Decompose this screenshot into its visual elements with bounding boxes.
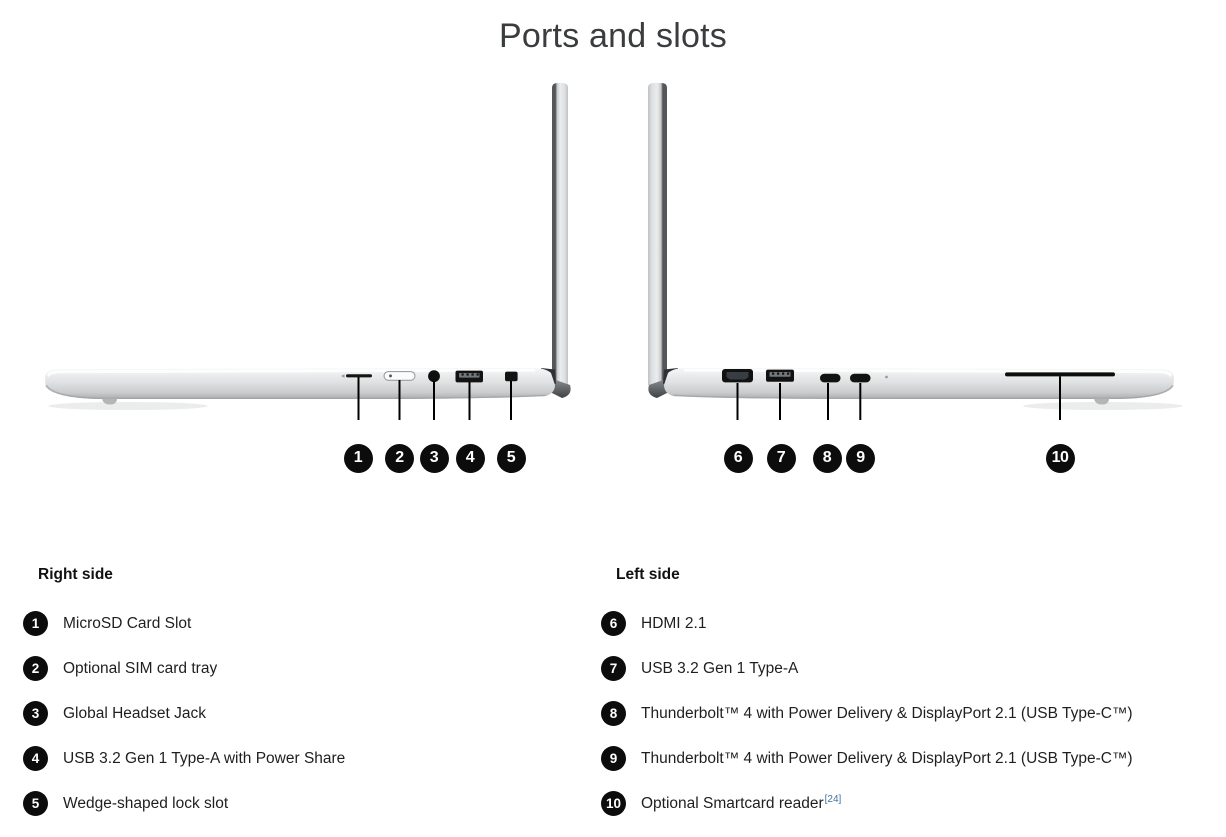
callout-circle-9: 9 xyxy=(846,444,875,473)
legend-item xyxy=(601,746,1201,771)
legend-item-label: MicroSD Card Slot xyxy=(63,614,192,632)
legend-item xyxy=(601,611,1201,636)
hdmi-port-inner xyxy=(727,372,749,380)
legend-item-number: 5 xyxy=(23,791,48,816)
callout-circle-4: 4 xyxy=(456,444,485,473)
legend-item-label: Thunderbolt™ 4 with Power Delivery & DisplayPort 2.1 (USB Type-C™) xyxy=(641,749,1133,767)
legend-item-number: 2 xyxy=(23,656,48,681)
callout-circle-8: 8 xyxy=(813,444,842,473)
legend-item-label: USB 3.2 Gen 1 Type-A xyxy=(641,659,799,677)
legend-item xyxy=(23,656,583,681)
callout-circle-2: 2 xyxy=(385,444,414,473)
legend-item xyxy=(601,656,1201,681)
status-led xyxy=(885,376,888,379)
legend-item-number: 9 xyxy=(601,746,626,771)
usb-c-port-2 xyxy=(850,374,871,383)
legend-item-number: 8 xyxy=(601,701,626,726)
laptop-shadow xyxy=(48,402,208,410)
callout-circle-10: 10 xyxy=(1046,444,1075,473)
legend-item-label: Optional SIM card tray xyxy=(63,659,218,677)
legend-item xyxy=(23,701,583,726)
legend-item-number: 10 xyxy=(601,791,626,816)
right-side-heading: Right side xyxy=(38,566,113,583)
callout-circle-1: 1 xyxy=(344,444,373,473)
left-side-legend xyxy=(601,565,1201,836)
legend-item-number: 4 xyxy=(23,746,48,771)
legend-item-label: Thunderbolt™ 4 with Power Delivery & DisplayPort 2.1 (USB Type-C™) xyxy=(641,704,1133,722)
legend-item-label: Global Headset Jack xyxy=(63,704,207,722)
legend-item-number: 1 xyxy=(23,611,48,636)
right-side-legend xyxy=(23,565,583,836)
callout-circle-5: 5 xyxy=(497,444,526,473)
callout-circle-7: 7 xyxy=(767,444,796,473)
legend-item-label: HDMI 2.1 xyxy=(641,614,707,632)
sim-card-tray-port xyxy=(384,372,415,381)
legend-item-number: 3 xyxy=(23,701,48,726)
smartcard-footnote-link[interactable]: [24] xyxy=(824,793,842,805)
ports-diagram xyxy=(0,70,1226,500)
sim-tray-pinhole xyxy=(389,374,392,377)
wedge-lock-slot-port xyxy=(505,372,518,382)
laptop-right-side-illustration xyxy=(38,80,578,420)
legend-item-label-text: Optional Smartcard reader xyxy=(641,795,824,813)
legend-item xyxy=(23,746,583,771)
legend-item-number: 6 xyxy=(601,611,626,636)
legend-item-number: 7 xyxy=(601,656,626,681)
left-side-heading: Left side xyxy=(616,566,680,583)
callout-circle-6: 6 xyxy=(724,444,753,473)
legend-item-label: USB 3.2 Gen 1 Type-A with Power Share xyxy=(63,749,346,767)
page-title: Ports and slots xyxy=(499,17,727,55)
headset-jack-port xyxy=(428,370,440,382)
legend-item xyxy=(23,791,583,816)
microsd-card-slot-port xyxy=(346,374,372,377)
legend-item xyxy=(601,791,1201,816)
legend-item-label xyxy=(641,794,841,813)
callout-circle-3: 3 xyxy=(420,444,449,473)
laptop-screen-edge xyxy=(552,83,568,385)
laptop-left-side-illustration xyxy=(643,80,1183,420)
laptop-screen-edge xyxy=(648,83,667,385)
smartcard-reader-slot xyxy=(1005,372,1115,376)
legend-item-label: Wedge-shaped lock slot xyxy=(63,794,229,812)
legend-item xyxy=(601,701,1201,726)
legend-item xyxy=(23,611,583,636)
usb-c-port-1 xyxy=(820,374,841,383)
